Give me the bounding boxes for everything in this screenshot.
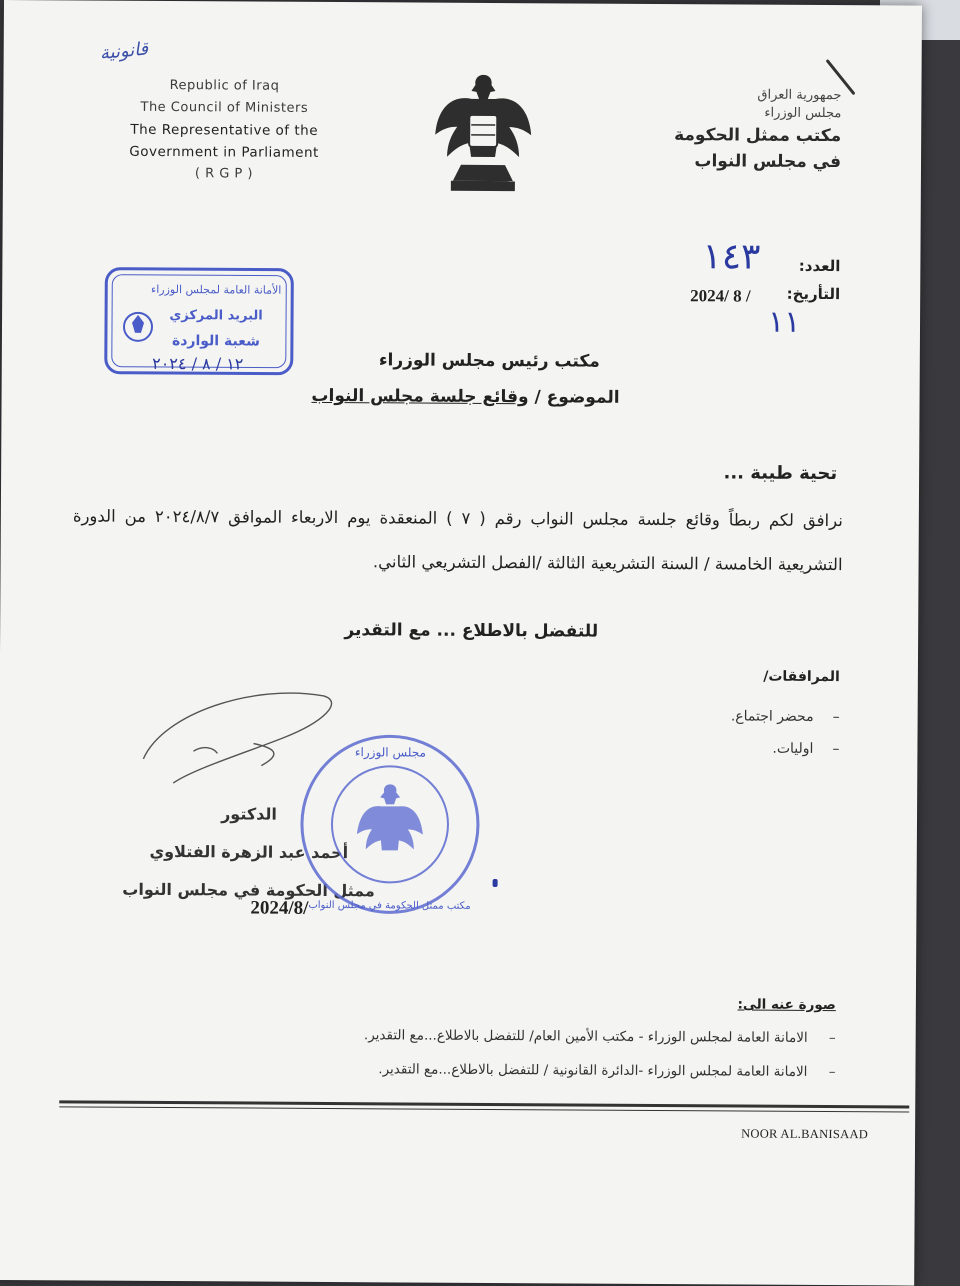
ref-number-handwritten: ١٤٣ [702, 236, 760, 277]
signer-name: أحمد عبد الزهرة الفتلاوي [89, 833, 409, 873]
round-stamp-bottom-text: مكتب ممثل الحكومة في مجلس النواب [308, 900, 470, 912]
cc-title: صورة عنه الى: [738, 996, 836, 1013]
subject-prefix: الموضوع / [534, 387, 619, 408]
addressee: مكتب رئيس مجلس الوزراء [379, 350, 600, 371]
attachment-item: – محضر اجتماع. [731, 700, 840, 733]
attachments-list [731, 700, 840, 765]
official-round-stamp [294, 726, 485, 923]
attachment-item: – اوليات. [731, 732, 840, 765]
letterhead-ar-line: جمهورية العراق [601, 86, 841, 105]
pen-slash-mark [823, 57, 863, 97]
cc-item: – الامانة العامة لمجلس الوزراء -الدائرة القانونية / للتفضل بالاطلاع...مع التقدير. [364, 1052, 836, 1089]
cc-list [364, 1018, 836, 1089]
letterhead-ar-line: مجلس الوزراء [601, 104, 841, 123]
ref-number-label: العدد: [799, 257, 841, 275]
greeting: تحية طيبة ... [723, 462, 837, 484]
stamp-line-1: الأمانة العامة لمجلس الوزراء [151, 282, 281, 297]
incoming-mail-stamp [98, 263, 299, 382]
letterhead-en-line: ( R G P ) [119, 163, 329, 186]
handwritten-note: قانونية [99, 38, 149, 64]
typist-name: NOOR AL.BANISAAD [741, 1127, 868, 1143]
letterhead-en-line: Government in Parliament [119, 141, 329, 164]
stamp-line-3: شعبة الواردة [172, 333, 260, 350]
signature-date: 2024/8/ [250, 898, 308, 920]
stamp-handwritten-date: ١٢ / ٨ / ٢٠٢٤ [152, 354, 243, 374]
cc-item: – الامانة العامة لمجلس الوزراء - مكتب الأمين العام/ للتفضل بالاطلاع...مع التقدير. [364, 1018, 836, 1055]
attachments-title: المرافقات/ [763, 669, 840, 685]
date-day-handwritten: ١١ [768, 305, 800, 340]
subject-text: وقائع جلسة مجلس النواب [311, 386, 528, 407]
subject-line [311, 386, 619, 408]
round-stamp-top-text: مجلس الوزراء [355, 745, 426, 760]
letterhead-en-line: The Council of Ministers [119, 97, 329, 120]
date-value: 2024/ 8 / [690, 286, 751, 306]
english-letterhead [119, 75, 330, 186]
letterhead-ar-line: في مجلس النواب [601, 148, 841, 175]
letterhead-en-line: Republic of Iraq [119, 75, 329, 98]
letterhead-en-line: The Representative of the [119, 119, 329, 142]
eagle-emblem-icon [431, 69, 536, 204]
signer-position: ممثل الحكومة في مجلس النواب [88, 871, 408, 911]
arabic-letterhead [601, 86, 842, 175]
stamp-line-2: البريد المركزي [169, 308, 262, 324]
closing-line: للتفضل بالاطلاع ... مع التقدير [344, 620, 598, 642]
signer-title: الدكتور [89, 795, 409, 835]
letter-body: نرافق لكم ربطاً وقائع جلسة مجلس النواب رقم ( ٧ ) المنعقدة يوم الاربعاء الموافق ٢٠٢٤/٨/٧ من الدورة التشريعية الخامسة / السنة التشريعية الثالثة /الفصل التشريعي الثاني. [72, 494, 843, 587]
date-label: التأريخ: [787, 285, 841, 303]
ink-dot [493, 879, 498, 887]
letterhead-ar-line: مكتب ممثل الحكومة [601, 122, 841, 149]
